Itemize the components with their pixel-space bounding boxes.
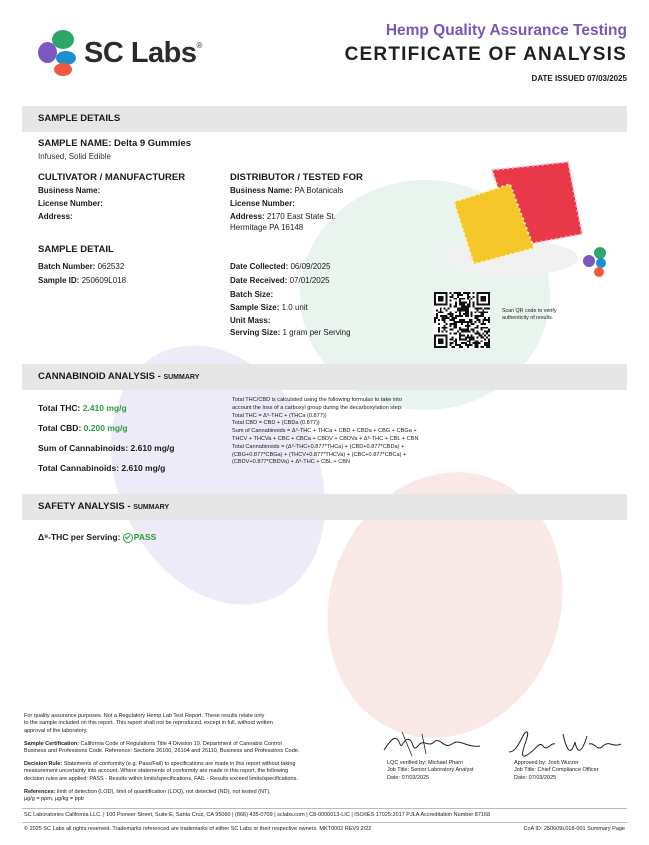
sample-details-bar: SAMPLE DETAILS bbox=[22, 106, 627, 132]
thc-per-serving-row bbox=[38, 532, 156, 543]
formula-line: Sum of Cannabinoids = Δ⁹-THC + THCa + CBD + CBDa + CBG + CBGa + bbox=[232, 428, 417, 435]
formula-line: Total CBD = CBD + (CBDa (0.877)) bbox=[232, 420, 320, 427]
logo-dots-icon bbox=[38, 30, 78, 76]
cannabinoid-analysis-bar bbox=[22, 364, 627, 390]
cultivator-license-label: License Number: bbox=[38, 199, 103, 208]
lqc-verified-by: LQC verified by: Michael Pham bbox=[387, 760, 463, 766]
approved-job-title: Job Title: Chief Compliance Officer bbox=[514, 767, 599, 774]
date-issued: DATE ISSUED 07/03/2025 bbox=[531, 74, 627, 83]
total-cbd-label: Total CBD: bbox=[38, 423, 84, 433]
decision-rule bbox=[24, 761, 369, 783]
approved-date: Date: 07/03/2025 bbox=[514, 774, 557, 781]
lqc-date: Date: 07/03/2025 bbox=[387, 774, 430, 781]
formula-line: Total Cannabinoids = (Δ⁹-THC+0.877*THCa) + (CBD+0.877*CBDa) + bbox=[232, 443, 405, 450]
lqc-job-title: Job Title: Senior Laboratory Analyst bbox=[387, 767, 474, 774]
logo-registered-mark: ® bbox=[196, 40, 202, 50]
qa-line: approval of the laboratory. bbox=[24, 727, 88, 734]
cert-label: Sample Certification: bbox=[24, 741, 81, 747]
ref-label: References: bbox=[24, 789, 58, 795]
decision-label: Decision Rule: bbox=[24, 761, 64, 767]
cannabinoid-bar-title: CANNABINOID ANALYSIS - bbox=[38, 371, 164, 382]
distributor-address-line2: Hermitage PA 16148 bbox=[230, 223, 304, 232]
date-received-label: Date Received: bbox=[230, 276, 288, 285]
date-received-value: 07/01/2025 bbox=[289, 276, 330, 285]
header-title: CERTIFICATE OF ANALYSIS bbox=[344, 44, 627, 65]
formula-line: (CBG+0.877*CBGa) + (THCV+0.877*THCVa) + (CBC+0.877*CBCa) + bbox=[232, 451, 407, 458]
formula-notes bbox=[232, 397, 482, 467]
batch-number-label: Batch Number: bbox=[38, 262, 96, 271]
serving-size-value: 1 gram per Serving bbox=[282, 328, 351, 337]
header-right bbox=[345, 22, 627, 83]
pass-badge: PASS bbox=[133, 532, 157, 542]
serving-size-label: Serving Size: bbox=[230, 328, 281, 337]
lab-address: SC Laboratories California LLC. | 100 Pioneer Street, Suite E, Santa Cruz, CA 95060 | (866) 435-0709 | sclabs.com | C8-0000013-LIC | ISO/IES 17025:2017 PJLA Accreditation Number 87168 bbox=[24, 812, 491, 818]
small-logo-dots-icon bbox=[582, 247, 612, 279]
qa-line: For quality assurance purposes. Not a Regulatory Hemp Lab Test Report. These results relate only bbox=[24, 713, 265, 719]
formula-line: account the loss of a carboxyl group during the decarboxylation step: bbox=[232, 404, 403, 411]
sample-size-value: 1.0 unit bbox=[281, 303, 308, 312]
references bbox=[24, 789, 369, 804]
cultivator-heading: CULTIVATOR / MANUFACTURER bbox=[38, 172, 186, 183]
footer-divider bbox=[22, 808, 627, 809]
date-collected-value: 06/09/2025 bbox=[290, 262, 331, 271]
sample-detail-heading: SAMPLE DETAIL bbox=[38, 244, 114, 255]
ref-line: limit of detection (LOD), limit of quantification (LOQ), not detected (ND), not tested (NT), bbox=[57, 789, 271, 795]
decision-line: measurement uncertainty into account. Where statements of conformity are made in this report, the following bbox=[24, 768, 289, 775]
distributor-business-value: PA Botanicals bbox=[294, 186, 344, 195]
decision-line: decision rules are applied: PASS - Results within limits/specifications, FAIL - Results exceed limits/specifications. bbox=[24, 775, 298, 782]
signature-josh-wurzer bbox=[505, 722, 625, 764]
cannabinoid-bar-summary: SUMMARY bbox=[163, 374, 200, 381]
sc-labs-logo bbox=[38, 30, 202, 76]
distributor-license-label: License Number: bbox=[230, 199, 295, 208]
coa-id: CoA ID: 250609L018-001 Summary Page bbox=[523, 826, 625, 832]
formula-line: Total THC = Δ⁹-THC + (THCa (0.877)) bbox=[232, 412, 327, 419]
distributor-address-label: Address: bbox=[230, 212, 265, 221]
distributor-business-label: Business Name: bbox=[230, 186, 293, 195]
footer-divider-2 bbox=[22, 822, 627, 823]
thc-per-serving-label: Δ⁹-THC per Serving: bbox=[38, 532, 121, 542]
cert-line: California Code of Regulations Title 4 Division 19. Department of Cannabis Control bbox=[80, 741, 282, 747]
unit-mass-label: Unit Mass: bbox=[230, 316, 271, 325]
total-thc-value: 2.410 mg/g bbox=[82, 403, 127, 413]
batch-number-value: 062532 bbox=[97, 262, 125, 271]
check-circle-icon bbox=[123, 533, 133, 543]
sample-certification bbox=[24, 741, 369, 756]
header-subtitle: Hemp Quality Assurance Testing bbox=[385, 22, 627, 39]
formula-line: (CBDV+0.877*CBDVa) + Δ⁸-THC + CBL + CBN bbox=[232, 459, 351, 466]
qr-code[interactable] bbox=[434, 292, 490, 348]
total-cannabinoids: Total Cannabinoids: 2.610 mg/g bbox=[38, 463, 166, 473]
total-thc-label: Total THC: bbox=[38, 403, 83, 413]
copyright: © 2025 SC Labs all rights reserved. Trademarks referenced are trademarks of either SC Labs or their respective owners. MKT0002 REV9 2/22 bbox=[24, 826, 372, 832]
logo-text: SC Labs bbox=[84, 36, 197, 69]
ref-line: µg/g = ppm, µg/kg = ppb bbox=[24, 796, 84, 803]
cultivator-address-label: Address: bbox=[38, 212, 73, 221]
formula-line: THCV + THCVa + CBC + CBCa + CBDV + CBDVa + Δ⁸-THC + CBL + CBN bbox=[232, 435, 419, 442]
product-image bbox=[440, 150, 600, 290]
approved-by: Approved by: Josh Wurzer bbox=[514, 760, 579, 766]
safety-bar-title: SAFETY ANALYSIS - bbox=[38, 501, 134, 512]
sample-type: Infused, Solid Edible bbox=[38, 152, 111, 161]
sample-name: SAMPLE NAME: Delta 9 Gummies bbox=[38, 138, 192, 149]
qr-caption-line1: Scan QR code to verify bbox=[502, 308, 557, 314]
approval-block bbox=[514, 760, 599, 782]
distributor-heading: DISTRIBUTOR / TESTED FOR bbox=[230, 172, 363, 183]
date-collected-label: Date Collected: bbox=[230, 262, 289, 271]
lqc-block bbox=[387, 760, 474, 782]
batch-size-label: Batch Size: bbox=[230, 290, 274, 299]
sample-size-label: Sample Size: bbox=[230, 303, 280, 312]
cultivator-business-label: Business Name: bbox=[38, 186, 101, 195]
decision-line: Statements of conformity (e.g. Pass/Fail) to specifications are made in this report without taking bbox=[63, 761, 296, 767]
qr-caption-line2: authenticity of results. bbox=[502, 315, 554, 321]
formula-line: Total THC/CBD is calculated using the following formulas to take into bbox=[232, 397, 402, 403]
sum-of-cannabinoids: Sum of Cannabinoids: 2.610 mg/g bbox=[38, 443, 175, 453]
sample-id-value: 250609L018 bbox=[81, 276, 127, 285]
qa-line: to the sample included on this report. This report shall not be reproduced, except in full, without written bbox=[24, 720, 273, 727]
safety-bar-summary: SUMMARY bbox=[133, 504, 170, 511]
sample-id-label: Sample ID: bbox=[38, 276, 80, 285]
safety-analysis-bar bbox=[22, 494, 627, 520]
cert-line: Business and Professions Code. Reference: Sections 26100, 26104 and 26110, Business and Professions Code. bbox=[24, 748, 300, 755]
qa-disclaimer bbox=[24, 713, 364, 735]
total-cbd-value: 0.200 mg/g bbox=[83, 423, 128, 433]
qr-caption bbox=[502, 308, 556, 322]
signature-michael-pham bbox=[382, 728, 482, 760]
distributor-address-line1: 2170 East State St. bbox=[266, 212, 336, 221]
